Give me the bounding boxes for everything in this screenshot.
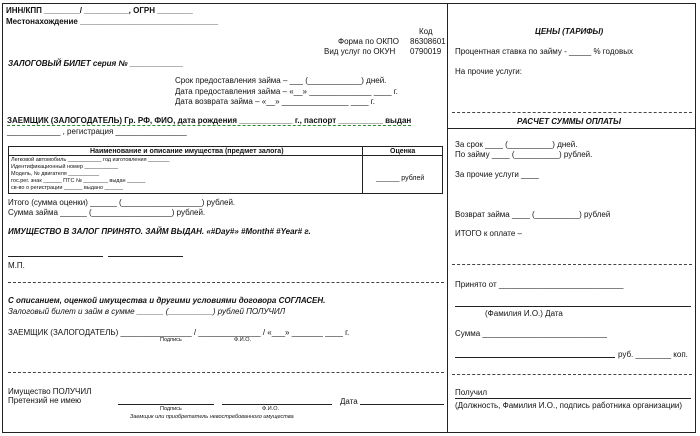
rub-kop: руб. ________ коп. (618, 350, 688, 359)
fio-date-caption: (Фамилия И.О.) Дата (485, 309, 563, 318)
property-received: Имущество ПОЛУЧИЛ (8, 387, 92, 396)
got-note: (Должность, Фамилия И.О., подпись работника организации) (455, 401, 683, 410)
calc-rule (448, 128, 696, 129)
table-row: св-во о регистрации ______ выдано ______ (11, 185, 123, 191)
cut-line (8, 372, 444, 373)
got-line (455, 398, 691, 399)
receiver-note: Заемщик или приобретатель невостребованного имущества (130, 414, 294, 420)
table-col-description: Наименование и описание имущества (предмет залога) (90, 148, 284, 155)
table-row: Идентификационный номер ___________ (11, 164, 119, 170)
okpo-code: 86308601 (410, 37, 446, 46)
okpo-label: Форма по ОКПО (338, 37, 400, 46)
cut-line (8, 282, 444, 283)
loan-date-return: Дата возврата займа – «__» _______________ ____ г. (175, 97, 375, 106)
fio-line (222, 404, 332, 405)
no-claims: Претензий не имею (8, 396, 82, 405)
code-label: Код (419, 27, 433, 36)
calc-total: ИТОГО к оплате – (455, 229, 522, 238)
payment-sum: Сумма ____________________________ (455, 329, 607, 338)
amount-line (455, 357, 615, 358)
table-col-divider (362, 146, 363, 194)
total-estimate: Итого (сумма оценки) ______ (__________________) рублей. (8, 198, 236, 207)
calc-loan: По займу ____ (__________) рублей. (455, 150, 593, 159)
table-row: гос.рег. знак ______ ПТС № ________ выдан ______ (11, 178, 146, 184)
okun-code: 0790019 (410, 47, 442, 56)
date-line (360, 404, 444, 405)
agree-statement: С описанием, оценкой имущества и другими условиями договора СОГЛАСЕН. (8, 296, 326, 305)
accepted-statement: ИМУЩЕСТВО В ЗАЛОГ ПРИНЯТО. ЗАЙМ ВЫДАН. «#Day#» #Month# #Year# г. (8, 227, 311, 236)
date-label: Дата (340, 397, 358, 406)
table-col-estimate: Оценка (390, 148, 416, 155)
location-line: Местонахождение _______________________________ (6, 17, 219, 26)
table-row: Модель, № двигателя __________ (11, 171, 99, 177)
cut-line (452, 264, 692, 265)
loan-sum: Сумма займа ______ (__________________) рублей. (8, 208, 206, 217)
calc-term: За срок ____ (__________) дней. (455, 140, 578, 149)
cut-line (452, 112, 692, 113)
interest-rate: Процентная ставка по займу - _____ % годовых (455, 47, 633, 56)
other-services: На прочие услуги: (455, 67, 522, 76)
calc-title: РАСЧЕТ СУММЫ ОПЛАТЫ (517, 117, 621, 126)
sign-line (108, 256, 183, 257)
calc-other: За прочие услуги ____ (455, 170, 539, 179)
fio-caption: Ф.И.О. (234, 337, 251, 343)
inn-line: ИНН/КПП ________/ __________, ОГРН ________ (6, 6, 193, 15)
column-divider (447, 3, 448, 433)
prices-title: ЦЕНЫ (ТАРИФЫ) (535, 27, 604, 36)
table-row: Легковой автомобиль ___________ год изготовления _______ (11, 157, 170, 163)
cut-line (452, 374, 692, 375)
borrower-line: ЗАЕМЩИК (ЗАЛОГОДАТЕЛЬ) Гр. РФ, ФИО, дата рождения ____________ г., паспорт __________ выдан (7, 116, 412, 125)
fio-caption: Ф.И.О. (262, 406, 279, 412)
signature-caption: Подпись (160, 406, 182, 412)
receiver-line (455, 306, 691, 307)
ticket-title: ЗАЛОГОВЫЙ БИЛЕТ серия № ____________ (8, 59, 184, 68)
stamp-place: М.П. (8, 261, 25, 270)
got-label: Получил (455, 388, 487, 397)
loan-term: Срок предоставления займа – ___ (____________) дней. (175, 76, 387, 85)
received-from: Принято от ____________________________ (455, 280, 624, 289)
table-header-rule (8, 155, 443, 156)
signature-caption: Подпись (160, 337, 182, 343)
signature-line (118, 404, 214, 405)
calc-refund: Возврат займа ____ (__________) рублей (455, 210, 611, 219)
borrower-signature-line: ЗАЕМЩИК (ЗАЛОГОДАТЕЛЬ) ________________ / ______________ / «___» _______ ____ г. (8, 328, 350, 337)
received-loan-statement: Залоговый билет и займ в сумме ______ (__________) рублей ПОЛУЧИЛ (8, 307, 286, 316)
sign-line (8, 256, 103, 257)
borrower-registration: ____________ , регистрация ________________ (7, 127, 187, 136)
estimate-sum: ______ рублей (376, 175, 425, 182)
okun-label: Вид услуг по ОКУН (324, 47, 396, 56)
loan-date-given: Дата предоставления займа – «__» ______________ ____ г. (175, 87, 398, 96)
